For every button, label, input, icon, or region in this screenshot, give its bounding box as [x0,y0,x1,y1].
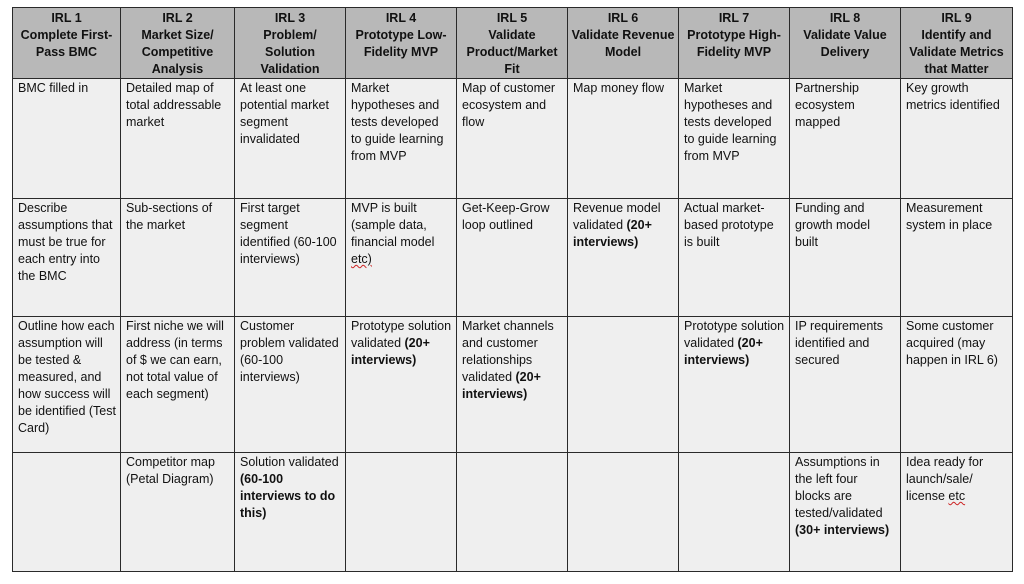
table-cell [568,453,679,572]
table-cell: IP requirements identified and secured [790,317,901,453]
table-cell: Assumptions in the left four blocks are tested/validated (30+ interviews) [790,453,901,572]
header-irl-7: IRL 7 Prototype High-Fidelity MVP [679,8,790,79]
table-cell: BMC filled in [13,79,121,199]
table-cell: Outline how each assumption will be tested & measured, and how success will be identified (Test Card) [13,317,121,453]
irl-table [12,7,1013,572]
header-irl-3: IRL 3 Problem/ Solution Validation [235,8,346,79]
table-cell: Map of customer ecosystem and flow [457,79,568,199]
table-cell: Measurement system in place [901,199,1013,317]
table-row [13,317,1013,453]
table-cell: Describe assumptions that must be true for each entry into the BMC [13,199,121,317]
table-cell: Actual market-based prototype is built [679,199,790,317]
table-cell: Idea ready for launch/sale/ license etc [901,453,1013,572]
header-irl-9: IRL 9 Identify and Validate Metrics that Matter [901,8,1013,79]
spellcheck-word: etc) [351,252,372,266]
table-cell: Market hypotheses and tests developed to guide learning from MVP [679,79,790,199]
table-cell: Some customer acquired (may happen in IRL 6) [901,317,1013,453]
table-cell [679,453,790,572]
table-cell: Sub-sections of the market [121,199,235,317]
irl-table-container [12,7,1013,572]
spellcheck-word: etc [948,489,966,503]
table-cell: Prototype solution validated (20+ interviews) [679,317,790,453]
table-cell: Get-Keep-Grow loop outlined [457,199,568,317]
table-cell: Solution validated (60-100 interviews to do this) [235,453,346,572]
header-irl-2: IRL 2 Market Size/ Competitive Analysis [121,8,235,79]
table-cell [13,453,121,572]
table-cell [346,453,457,572]
table-cell: Detailed map of total addressable market [121,79,235,199]
table-cell: Map money flow [568,79,679,199]
header-irl-6: IRL 6 Validate Revenue Model [568,8,679,79]
table-cell: Market hypotheses and tests developed to guide learning from MVP [346,79,457,199]
table-row [13,199,1013,317]
table-cell: First niche we will address (in terms of $ we can earn, not total value of each segment) [121,317,235,453]
table-cell: Funding and growth model built [790,199,901,317]
table-cell: First target segment identified (60-100 interviews) [235,199,346,317]
header-row [13,8,1013,79]
header-irl-4: IRL 4 Prototype Low-Fidelity MVP [346,8,457,79]
header-irl-5: IRL 5 Validate Product/Market Fit [457,8,568,79]
header-irl-8: IRL 8 Validate Value Delivery [790,8,901,79]
table-cell: Revenue model validated (20+ interviews) [568,199,679,317]
table-cell: Key growth metrics identified [901,79,1013,199]
table-cell: Partnership ecosystem mapped [790,79,901,199]
table-cell: Market channels and customer relationships validated (20+ interviews) [457,317,568,453]
table-row [13,453,1013,572]
table-cell: At least one potential market segment invalidated [235,79,346,199]
table-cell: MVP is built (sample data, financial model etc) [346,199,457,317]
table-cell: Competitor map (Petal Diagram) [121,453,235,572]
table-cell: Prototype solution validated (20+ interviews) [346,317,457,453]
header-irl-1: IRL 1 Complete First-Pass BMC [13,8,121,79]
table-cell [457,453,568,572]
table-row [13,79,1013,199]
table-cell [568,317,679,453]
table-cell: Customer problem validated (60-100 interviews) [235,317,346,453]
